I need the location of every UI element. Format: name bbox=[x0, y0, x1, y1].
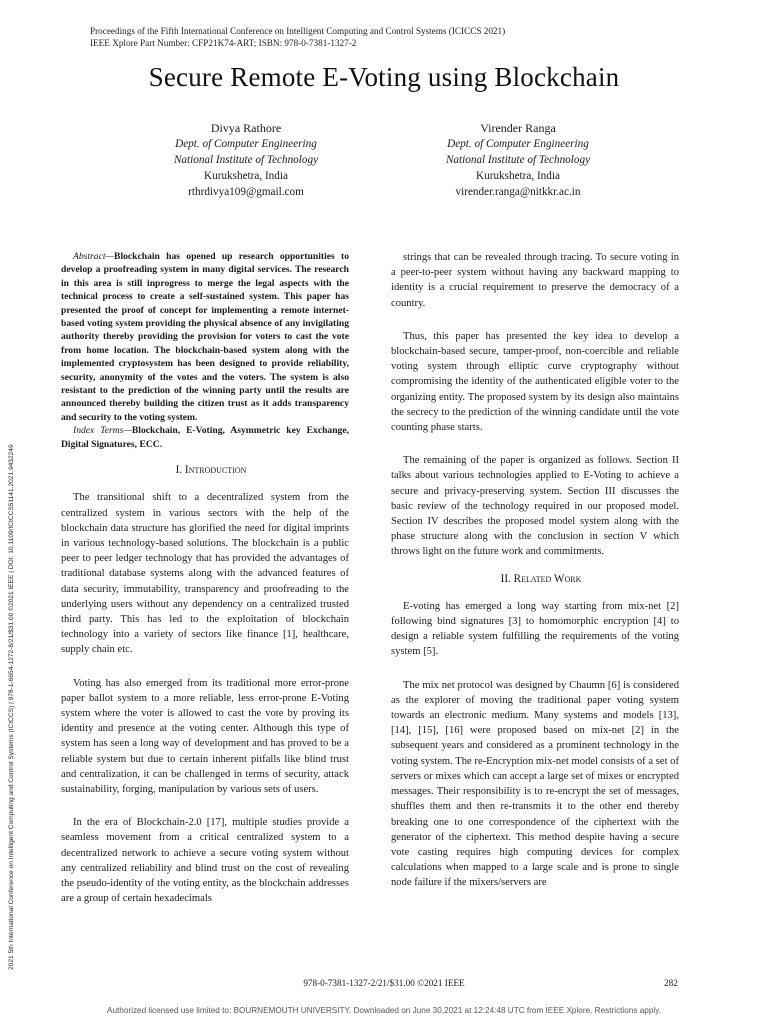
paragraph: The transitional shift to a decentralized system from the centralized system in various sectors with the help of the blockchain data structure has glorified the need for digital imprints in various technology-based solutions. The blockchain is a public peer to peer ledger technology that has provided the advantages of traditional database systems along with the advanced features of data security, immutability, transparency and proofreading to the underlying users without any dependency on a centralized trusted third party. This has led to the exploitation of blockchain technology into a variety of sectors like finance [1], healthcare, supply chain etc. bbox=[61, 492, 349, 656]
right-column bbox=[391, 250, 679, 891]
author-institution: National Institute of Technology bbox=[445, 154, 591, 166]
license-notice: Authorized licensed use limited to: BOURNEMOUTH UNIVERSITY. Downloaded on June 30,2021 at 12:24:48 UTC from IEEE Xplore. Restrictions apply. bbox=[107, 1006, 661, 1015]
index-terms-text: Blockchain, E-Voting, Asymmetric key Exchange, Digital Signatures, ECC. bbox=[61, 425, 350, 450]
author-email[interactable]: virender.ranga@nitkkr.ac.in bbox=[455, 186, 581, 198]
paragraph: Thus, this paper has presented the key idea to develop a blockchain-based secure, tamper-proof, non-coercible and reliable voting system through elliptic curve cryptography without compromising the identity of the authenticated eligible voter to the organizing entity. The proposed system by its design also maintains the secrecy to the prediction of the winning candidate until the vote counting phase starts. bbox=[391, 330, 679, 434]
author-block-2 bbox=[358, 120, 678, 200]
paragraph: The remaining of the paper is organized as follows. Section II talks about various technologies applied to E-Voting to achieve a secure and privacy-preserving system. Section III discusses the basic review of the technology required in our proposed model. Section IV describes the proposed model system along with the phase structure along with the conclusion in section V which throws light on the future work and commitments. bbox=[391, 455, 679, 558]
index-terms bbox=[61, 424, 349, 451]
index-terms-label: Index Terms— bbox=[73, 425, 132, 437]
running-header bbox=[90, 25, 505, 49]
abstract-text: Blockchain has opened up research opportunities to develop a proofreading system in many digital services. The research in this area is still inprogress to merge the legal aspects with the technical process to create a self-sustained system. This paper has presented the proof of concept for implementing a remote internet-based voting system providing the physical absence of any invigilating authority thereby providing the provision for voters to cast the vote from home location. The blockchain-based system along with the implemented cryptosystem has been designed to provide reliability, security, anonymity of the votes and the voters. The system is also resistant to the prediction of the winning party until the results are announced thereby building the citizen trust as it adds transparency and security to the voting system. bbox=[61, 251, 349, 423]
author-institution: National Institute of Technology bbox=[173, 154, 319, 166]
abstract bbox=[61, 250, 349, 424]
paragraph: Voting has also emerged from its traditional more error-prone paper ballot system to a more reliable, less error-prone E-Voting system where the voter is allowed to cast the vote by proving its identity and presence at the voting center. Although this type of system has seen a long way of development and has proved to be a reliable system but due to certain inherent pitfalls like blind trust and centralization, it can be challenged in terms of security, attack sustainability, forging, manipulation by various sets of users. bbox=[61, 677, 349, 795]
paragraph: E-voting has emerged a long way starting from mix-net [2] following bind signatures [3] to homomorphic encryption [4] to design a reliable system fulfilling the requirements of the voting system [5]. bbox=[391, 600, 679, 658]
left-column bbox=[61, 250, 349, 906]
author-city: Kurukshetra, India bbox=[204, 170, 288, 182]
paper-title: Secure Remote E-Voting using Blockchain bbox=[148, 62, 620, 92]
author-city: Kurukshetra, India bbox=[476, 170, 560, 182]
author-dept: Dept. of Computer Engineering bbox=[175, 138, 317, 150]
author-dept: Dept. of Computer Engineering bbox=[447, 138, 589, 150]
paragraph: The mix net protocol was designed by Chaumn [6] is considered as the explorer of moving the traditional paper voting system towards an electronic medium. Many systems and models [13], [14], [15], [16] were proposed based on mix-net [2] in the subsequent years and considered as a prominent technology in the voting system. The re-Encryption mix-net model consists of a set of servers or mixes which can accept a large set of mixes or encrypted messages. Their responsibility is to re-encrypt the set of messages, shuffles them and then re-transmits it to the other end thereby breaking one to one correspondence of the ciphertext with the generator of the ciphertext. This method despite having a secure vote casting requires high computing devices for complex calculations when mapped to a large scale and is prone to single node failure if the mixers/servers are bbox=[391, 679, 679, 889]
page-number: 282 bbox=[664, 978, 678, 988]
abstract-label: Abstract— bbox=[73, 251, 115, 262]
header-isbn: IEEE Xplore Part Number: CFP21K74-ART; ISBN: 978-0-7381-1327-2 bbox=[90, 38, 357, 48]
section-heading-related-work: II. Related Work bbox=[500, 572, 582, 585]
side-margin-citation: 2021 5th International Conference on Intelligent Computing and Control Systems (ICICCS) | 978-1-6654-1272-8/21/$31.00 ©2021 IEEE | DOI: 10.1109/ICICCS51141.2021.9432249 bbox=[8, 444, 15, 970]
author-email[interactable]: rthrdivya109@gmail.com bbox=[188, 186, 304, 198]
header-conference: Proceedings of the Fifth International Conference on Intelligent Computing and Control Systems (ICICCS 2021) bbox=[90, 26, 506, 36]
author-name: Virender Ranga bbox=[480, 121, 556, 135]
section-heading-introduction: I. Introduction bbox=[175, 464, 247, 477]
footer-copyright: 978-0-7381-1327-2/21/$31.00 ©2021 IEEE bbox=[303, 978, 465, 988]
author-name: Divya Rathore bbox=[210, 121, 282, 135]
paragraph: In the era of Blockchain-2.0 [17], multiple studies provide a seamless movement from a critical centralized system to a decentralized network to achieve a secure voting system without any centralized reliability and blind trust on the cost of revealing the pseudo-identity of the voting entity, as the blockchain addresses are a group of certain hexadecimals bbox=[61, 817, 349, 905]
paragraph: strings that can be revealed through tracing. To secure voting in a peer-to-peer system without having any backward mapping to identity is a crucial requirement to preserve the democracy of a country. bbox=[391, 252, 679, 309]
